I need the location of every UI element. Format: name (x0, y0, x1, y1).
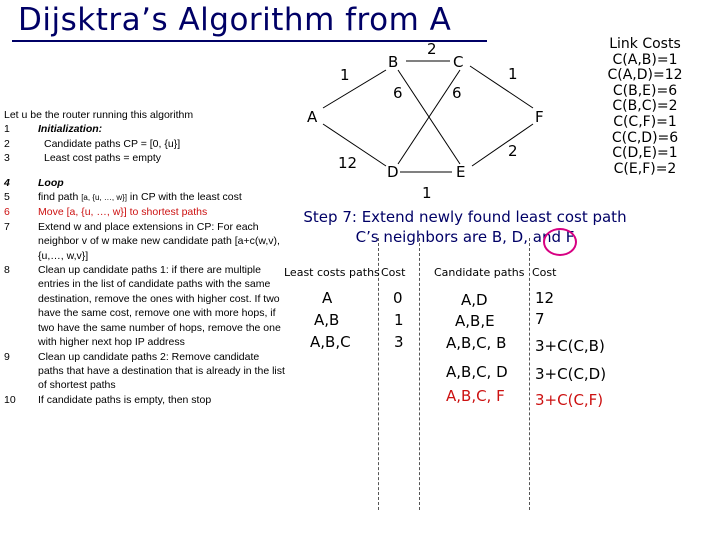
link-cost-item: C(C,F)=1 (613, 113, 677, 130)
node-c: C (453, 53, 464, 71)
least-path-cell: A,B,C (310, 333, 351, 351)
weight-b-c: 2 (427, 40, 437, 58)
algo-line-9: 9 Clean up candidate paths 2: Remove candidate paths that have a destination that is already in the list of shortest paths (4, 350, 285, 392)
weight-c-e: 6 (452, 84, 462, 102)
node-a: A (307, 108, 318, 126)
algo-line-8: 8 Clean up candidate paths 1: if there are multiple entries in the list of candidate paths with the same destination, remove the ones with higher cost. If two have the same cost, remove one with more hops, if two have the same number of hops, remove the one with higher next hop IP address (4, 264, 281, 349)
header-cost: Cost (532, 266, 557, 279)
algo-line-7: 7 Extend w and place extensions in CP: For each neighbor v of w make new candidate path [a+c(w,v), {u,…, w,v}] (4, 220, 280, 262)
node-b: B (388, 53, 399, 71)
weight-a-b: 1 (340, 66, 350, 84)
link-cost-item: C(B,C)=2 (612, 98, 678, 115)
header-cost: Cost (381, 266, 406, 279)
header-least-cost-paths: Least costs paths (284, 266, 380, 279)
candidate-cost-cell: 3+C(C,B) (535, 337, 605, 355)
algo-line-3: 3 Least cost paths = empty (4, 152, 162, 165)
slide-title: Dijsktra’s Algorithm from A (18, 2, 452, 38)
candidate-path-cell: A,B,C, B (446, 334, 507, 352)
highlighted-node-f: F (565, 228, 575, 246)
least-path-cell: A,B (314, 311, 340, 329)
column-divider (419, 238, 420, 510)
algo-line-1: 1 Initialization: (4, 123, 103, 136)
weight-f-d: 2 (508, 142, 518, 160)
algo-line-2: 2 Candidate paths CP = [0, {u}] (4, 137, 181, 150)
algorithm-intro: Let u be the router running this algorithm (4, 109, 194, 121)
link-costs-list (590, 37, 700, 177)
link-cost-item: C(A,B)=1 (612, 51, 678, 68)
algo-line-5: 5 find path [a, {u, …, w}] in CP with the least cost (4, 191, 242, 204)
link-costs-heading: Link Costs (609, 36, 681, 52)
candidate-cost-cell: 3+C(C,D) (535, 365, 607, 383)
node-f: F (535, 108, 544, 126)
step-description (290, 207, 640, 247)
candidate-path-cell-new: A,B,C, F (446, 387, 505, 405)
step-line-2: C’s neighbors are B, D, and F (355, 228, 575, 246)
least-cost-cell: 0 (393, 289, 403, 307)
link-cost-item: C(B,E)=6 (612, 82, 678, 99)
node-e: E (456, 163, 466, 181)
link-cost-item: C(E,F)=2 (613, 160, 677, 177)
least-path-cell: A (322, 289, 333, 307)
weight-b-d: 6 (393, 84, 403, 102)
algo-line-4: 4 Loop (4, 176, 64, 189)
candidate-cost-cell-new: 3+C(C,F) (535, 391, 604, 409)
weight-a-d: 12 (338, 154, 358, 172)
least-cost-cell: 3 (394, 333, 404, 351)
weight-d-e: 1 (422, 184, 432, 202)
node-d: D (387, 163, 399, 181)
step-line-1: Step 7: Extend newly found least cost path (303, 208, 627, 226)
candidate-cost-cell: 12 (535, 289, 555, 307)
header-candidate-paths: Candidate paths (434, 266, 525, 279)
link-cost-item: C(D,E)=1 (612, 145, 678, 162)
algo-line-6: 6 Move [a, {u, …, w}] to shortest paths (4, 206, 208, 219)
link-cost-item: C(A,D)=12 (607, 67, 683, 84)
algo-line-10: 10 If candidate paths is empty, then stop (4, 393, 212, 406)
edge-a-b (323, 70, 386, 108)
weight-c-f: 1 (508, 65, 518, 83)
candidate-path-cell: A,D (461, 291, 488, 309)
candidate-path-cell: A,B,C, D (446, 363, 508, 381)
column-divider (529, 238, 530, 510)
edge-f-d (472, 124, 533, 166)
least-cost-cell: 1 (394, 311, 404, 329)
candidate-cost-cell: 7 (535, 310, 545, 328)
candidate-path-cell: A,B,E (455, 312, 495, 330)
link-cost-item: C(C,D)=6 (611, 129, 679, 146)
edge-c-f (470, 66, 533, 108)
highlight-circle (543, 228, 577, 256)
algorithm-pseudocode (4, 108, 286, 407)
